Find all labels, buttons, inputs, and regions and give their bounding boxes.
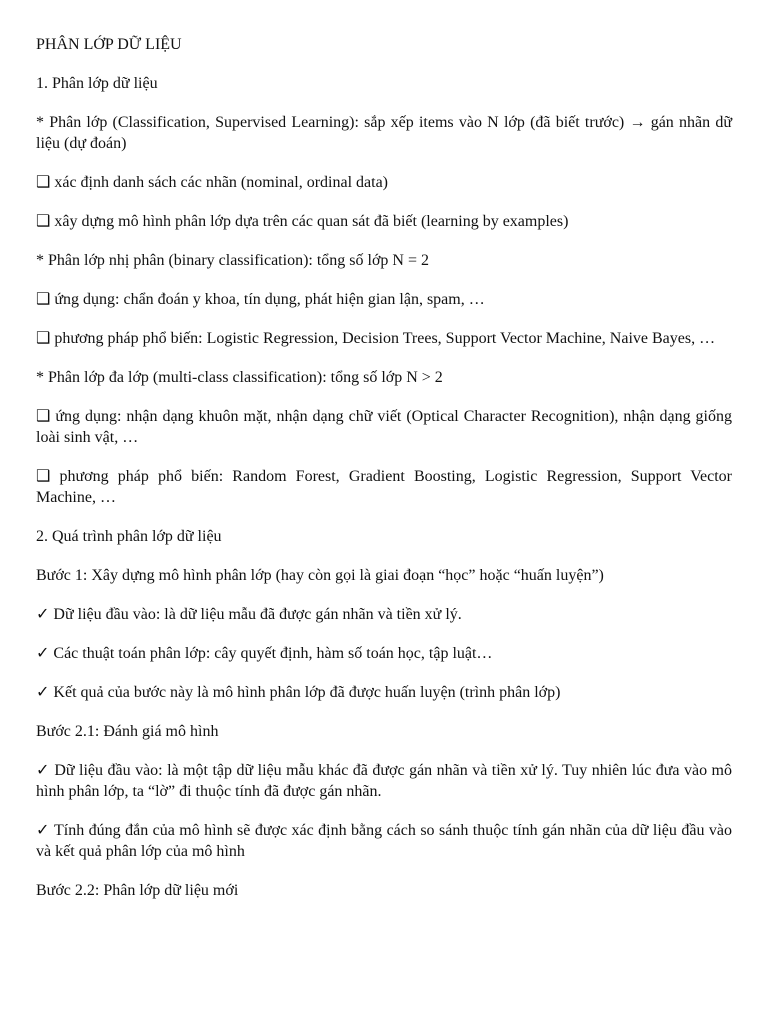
check-item-accuracy: ✓ Tính đúng đắn của mô hình sẽ được xác định bằng cách so sánh thuộc tính gán nhãn của dữ liệu đầu vào và kết quả phân lớp của mô hình — [36, 822, 732, 860]
paragraph-binary-classification: * Phân lớp nhị phân (binary classification): tổng số lớp N = 2 — [36, 252, 429, 269]
document-title: PHÂN LỚP DỮ LIỆU — [36, 36, 182, 53]
section-heading-process: 2. Quá trình phân lớp dữ liệu — [36, 528, 222, 545]
paragraph-step-2-2: Bước 2.2: Phân lớp dữ liệu mới — [36, 882, 239, 899]
paragraph-step-1: Bước 1: Xây dựng mô hình phân lớp (hay còn gọi là giai đoạn “học” hoặc “huấn luyện”) — [36, 567, 604, 584]
bullet-multiclass-applications: ❑ ứng dụng: nhận dạng khuôn mặt, nhận dạng chữ viết (Optical Character Recognition), nhận dạng giống loài sinh vật, … — [36, 408, 732, 446]
check-item-result: ✓ Kết quả của bước này là mô hình phân lớp đã được huấn luyện (trình phân lớp) — [36, 684, 561, 701]
paragraph-classification-definition: * Phân lớp (Classification, Supervised Learning): sắp xếp items vào N lớp (đã biết trước) → gán nhãn dữ liệu (dự đoán) — [36, 114, 732, 152]
section-heading-classification: 1. Phân lớp dữ liệu — [36, 75, 158, 92]
bullet-build-model: ❑ xây dựng mô hình phân lớp dựa trên các quan sát đã biết (learning by examples) — [36, 213, 569, 230]
bullet-label-list: ❑ xác định danh sách các nhãn (nominal, ordinal data) — [36, 174, 388, 191]
check-item-algorithms: ✓ Các thuật toán phân lớp: cây quyết định, hàm số toán học, tập luật… — [36, 645, 493, 662]
check-item-evaluation-input: ✓ Dữ liệu đầu vào: là một tập dữ liệu mẫu khác đã được gán nhãn và tiền xử lý. Tuy nhiên lúc đưa vào mô hình phân lớp, ta “lờ” đi thuộc tính đã được gán nhãn. — [36, 762, 732, 800]
paragraph-step-2-1: Bước 2.1: Đánh giá mô hình — [36, 723, 219, 740]
bullet-multiclass-methods: ❑ phương pháp phổ biến: Random Forest, Gradient Boosting, Logistic Regression, Support Vector Machine, … — [36, 468, 732, 506]
paragraph-multiclass-classification: * Phân lớp đa lớp (multi-class classification): tổng số lớp N > 2 — [36, 369, 443, 386]
bullet-binary-applications: ❑ ứng dụng: chẩn đoán y khoa, tín dụng, phát hiện gian lận, spam, … — [36, 291, 485, 308]
check-item-input-data: ✓ Dữ liệu đầu vào: là dữ liệu mẫu đã được gán nhãn và tiền xử lý. — [36, 606, 462, 623]
bullet-binary-methods: ❑ phương pháp phổ biến: Logistic Regression, Decision Trees, Support Vector Machine, Naive Bayes, … — [36, 330, 716, 347]
